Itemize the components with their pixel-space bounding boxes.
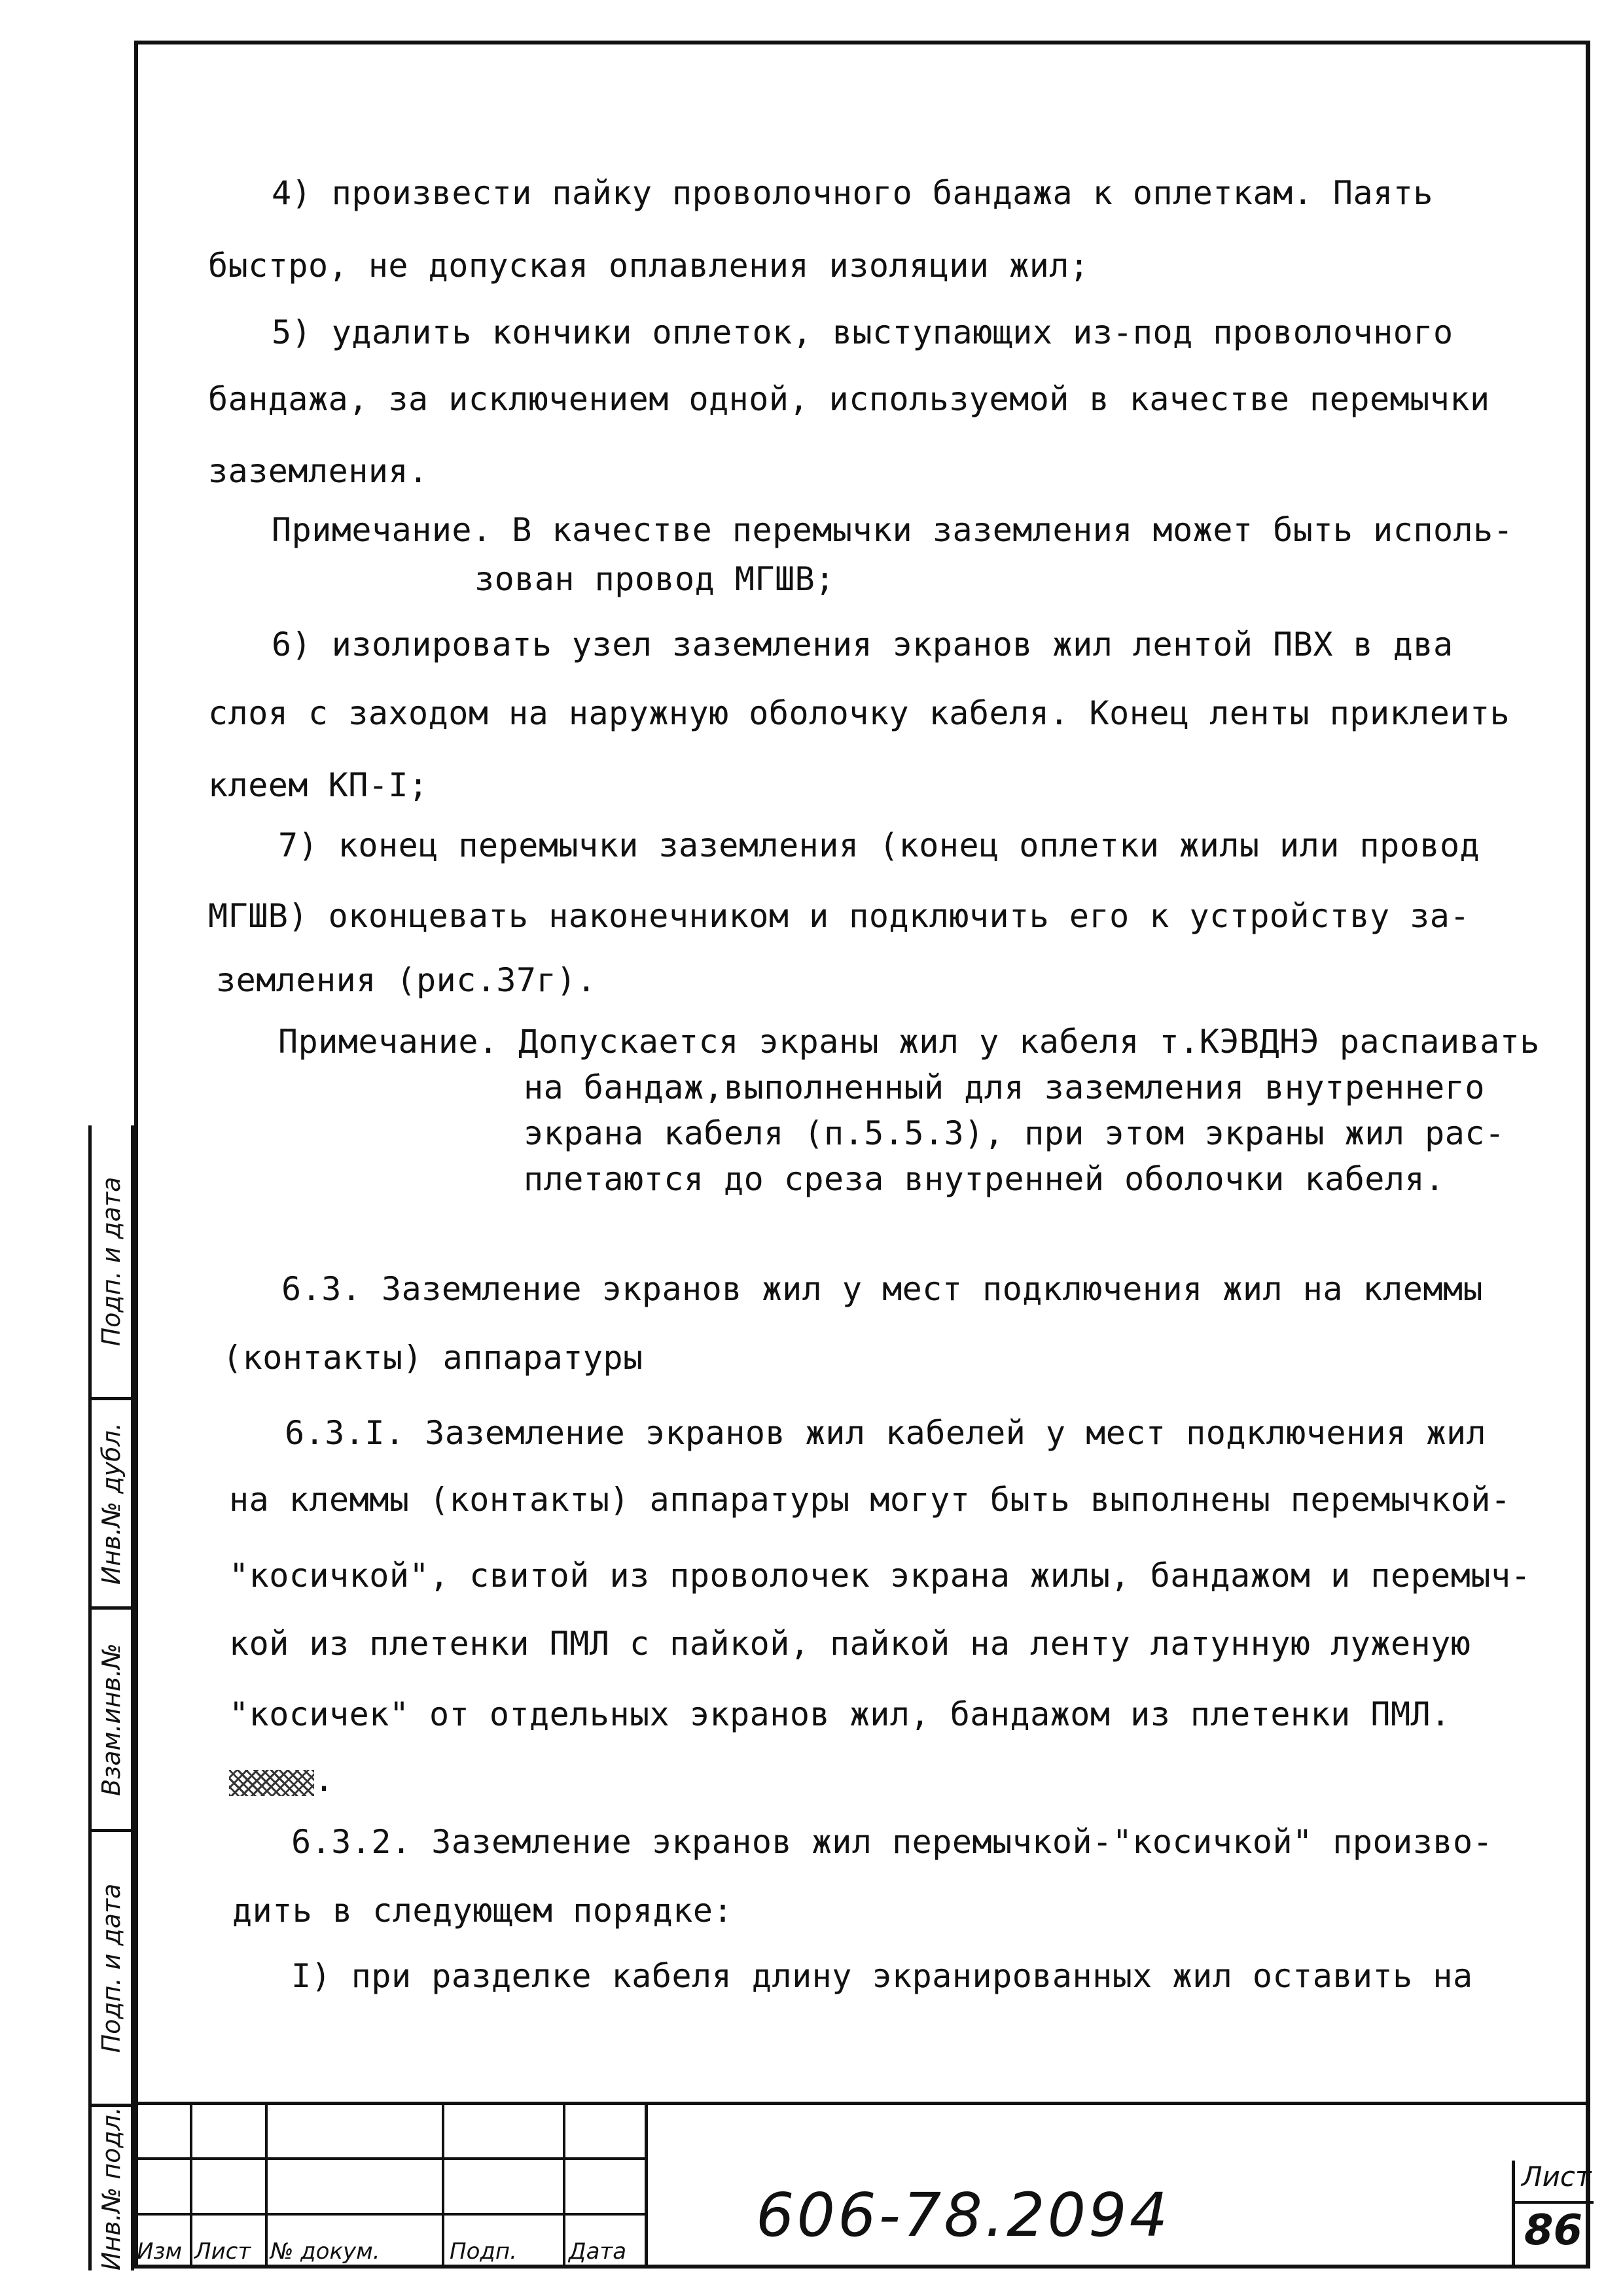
section-6-3-1-line-1: 6.3.I. Заземление экранов жил кабелей у мест подключения жил xyxy=(285,1414,1487,1452)
title-block xyxy=(134,2102,1590,2269)
paragraph-5-line-2: бандажа, за исключением одной, используемой в качестве перемычки xyxy=(208,380,1490,418)
section-6-3-2-line-1: 6.3.2. Заземление экранов жил перемычкой-"косичкой" произво- xyxy=(291,1823,1493,1861)
section-6-3-1-line-2: на клеммы (контакты) аппаратуры могут быть выполнены перемычкой- xyxy=(229,1481,1511,1519)
paragraph-4-line-2: быстро, не допуская оплавления изоляции жил; xyxy=(208,247,1090,285)
strip-cell-replace-inv xyxy=(92,1610,131,1832)
paragraph-6-line-1: 6) изолировать узел заземления экранов жил лентой ПВХ в два xyxy=(272,626,1454,663)
document-code: 606-78.2094 xyxy=(756,2180,1171,2250)
paragraph-7-line-2: МГШВ) оконцевать наконечником и подключить его к устройству за- xyxy=(208,897,1470,935)
scribble-mark xyxy=(229,1770,314,1796)
title-block-separator xyxy=(645,2102,648,2269)
paragraph-7-line-1: 7) конец перемычки заземления (конец оплетки жилы или провод xyxy=(278,826,1480,864)
col-signature: Подп. xyxy=(450,2238,517,2265)
paragraph-5-line-3: заземления. xyxy=(208,452,429,490)
paragraph-7-line-3: земления (рис.37г). xyxy=(216,961,597,999)
section-6-3-1-line-4: кой из плетенки ПМЛ с пайкой, пайкой на ленту латунную луженую xyxy=(229,1625,1471,1663)
strip-label-sign-date-top: Подп. и дата xyxy=(97,1176,126,1346)
note-2-line-1: Примечание. Допускается экраны жил у кабеля т.КЭВДНЭ распаивать xyxy=(278,1023,1540,1061)
strip-cell-sign-date-top xyxy=(92,1125,131,1400)
paragraph-6-line-2: слоя с заходом на наружную оболочку кабеля. Конец ленты приклеить xyxy=(208,694,1510,732)
grid-rule xyxy=(190,2102,192,2269)
revision-grid xyxy=(134,2102,645,2269)
grid-rule xyxy=(442,2102,444,2269)
note-2-line-2: на бандаж,выполненный для заземления внутреннего xyxy=(524,1069,1485,1106)
strip-label-dup-inv: Инв.№ дубл. xyxy=(97,1422,126,1585)
strip-label-orig-inv: Инв.№ подл. xyxy=(97,2106,126,2271)
margin-strip xyxy=(88,1125,134,2270)
grid-rule xyxy=(134,2157,645,2160)
section-6-3-1-line-3: "косичкой", свитой из проволочек экрана жилы, бандажом и перемыч- xyxy=(229,1557,1531,1595)
sheet-label: Лист xyxy=(1522,2161,1592,2193)
strip-cell-orig-inv xyxy=(92,2107,131,2270)
item-1-line-1: I) при разделке кабеля длину экранированных жил оставить на xyxy=(291,1957,1473,1995)
note-1-line-2: зован провод МГШВ; xyxy=(474,560,835,598)
paragraph-6-line-3: клеем КП-I; xyxy=(208,766,429,804)
strip-cell-dup-inv xyxy=(92,1400,131,1610)
note-2-line-4: плетаются до среза внутренней оболочки кабеля. xyxy=(524,1160,1445,1198)
strip-label-replace-inv: Взам.инв.№ xyxy=(97,1642,126,1796)
strip-cell-sign-date-bottom xyxy=(92,1832,131,2107)
section-6-3-2-line-2: дить в следующем порядке: xyxy=(232,1892,734,1930)
col-doc-number: № докум. xyxy=(270,2238,380,2265)
paragraph-5-line-1: 5) удалить кончики оплеток, выступающих из-под проволочного xyxy=(272,313,1454,351)
strip-label-sign-date-bottom: Подп. и дата xyxy=(97,1883,126,2053)
section-6-3-1-line-5: "косичек" от отдельных экранов жил, бандажом из плетенки ПМЛ. xyxy=(229,1695,1451,1733)
sheet-box xyxy=(1512,2161,1590,2269)
note-1-line-1: Примечание. В качестве перемычки заземления может быть исполь- xyxy=(272,511,1514,549)
section-6-3-line-1: 6.3. Заземление экранов жил у мест подключения жил на клеммы xyxy=(281,1270,1484,1308)
paragraph-4-line-1: 4) произвести пайку проволочного бандажа к оплеткам. Паять xyxy=(272,174,1433,212)
grid-rule xyxy=(134,2213,645,2216)
crossed-out-text: . xyxy=(229,1760,334,1799)
grid-rule xyxy=(563,2102,565,2269)
note-2-line-3: экрана кабеля (п.5.5.3), при этом экраны жил рас- xyxy=(524,1114,1505,1152)
col-date: Дата xyxy=(569,2238,627,2265)
sheet-number: 86 xyxy=(1524,2206,1583,2255)
section-6-3-line-2: (контакты) аппаратуры xyxy=(223,1339,643,1377)
col-list: Лист xyxy=(194,2238,251,2265)
sheet-divider xyxy=(1515,2201,1594,2204)
col-izm: Изм xyxy=(137,2238,183,2265)
grid-rule xyxy=(265,2102,268,2269)
